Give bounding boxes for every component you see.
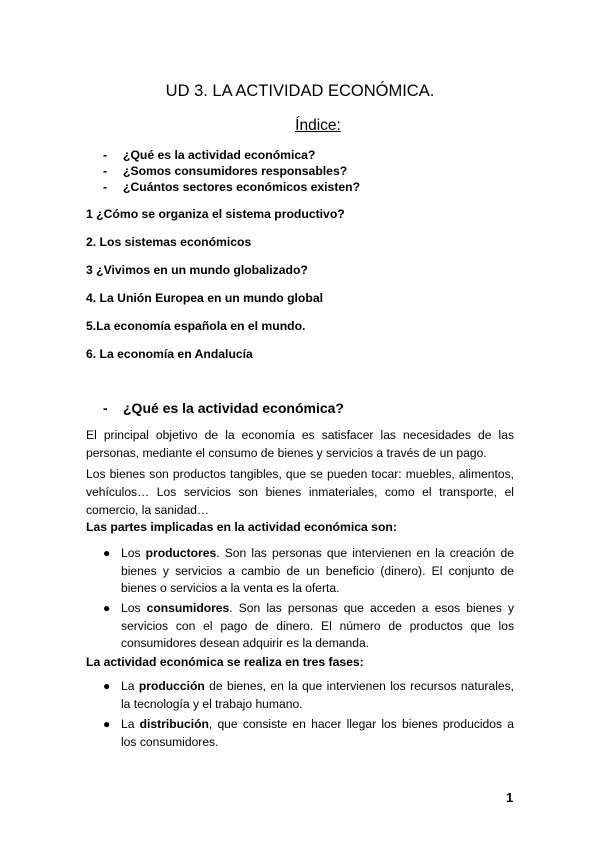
list-item-rest: , que consiste en hacer llegar los bienes producidos a los consumidores. xyxy=(121,717,514,749)
phases-heading: La actividad económica se realiza en tres fases: xyxy=(86,655,364,669)
dash-marker: - xyxy=(103,400,108,416)
list-item-term: productores xyxy=(145,546,217,560)
list-item-term: distribución xyxy=(139,717,209,731)
dash-marker: - xyxy=(103,148,108,162)
list-item xyxy=(103,716,514,751)
index-question-text: ¿Cuántos sectores económicos existen? xyxy=(123,180,361,194)
dash-marker: - xyxy=(103,164,108,178)
index-question xyxy=(103,180,360,194)
list-item-rest: . Son las personas que intervienen en la creación de bienes y servicios a cambio de un beneficio (dinero). El conjunto de bienes o servicios a la venta es la oferta. xyxy=(121,546,515,595)
index-item: 1 ¿Cómo se organiza el sistema productivo? xyxy=(86,207,345,221)
list-item-pre: La xyxy=(121,679,139,693)
paragraph: El principal objetivo de la economía es satisfacer las necesidades de las personas, mediante el consumo de bienes y servicios a través de un pago. xyxy=(86,428,514,460)
bullet-marker: ● xyxy=(103,546,111,560)
bullet-marker: ● xyxy=(103,679,111,693)
list-item xyxy=(103,600,514,653)
index-question xyxy=(103,148,315,162)
list-item-pre: La xyxy=(121,717,140,731)
index-item: 4. La Unión Europea en un mundo global xyxy=(86,291,323,305)
index-question-text: ¿Somos consumidores responsables? xyxy=(123,164,348,178)
paragraph: Los bienes son productos tangibles, que se pueden tocar: muebles, alimentos, vehículos… Los servicios son bienes inmateriales, como el transporte, el comercio, la sanidad… xyxy=(86,467,514,517)
section-heading xyxy=(103,400,344,416)
index-heading: Índice: xyxy=(295,117,341,134)
index-question-text: ¿Qué es la actividad económica? xyxy=(123,148,316,162)
list-item xyxy=(103,545,514,598)
list-item-pre: Los xyxy=(121,601,147,615)
bullet-marker: ● xyxy=(103,717,111,731)
list-item-term: consumidores xyxy=(146,601,230,615)
bullet-marker: ● xyxy=(103,601,111,615)
index-item: 2. Los sistemas económicos xyxy=(86,235,252,249)
index-item: 5.La economía española en el mundo. xyxy=(86,319,306,333)
page-number: 1 xyxy=(506,790,514,805)
index-item: 6. La economía en Andalucía xyxy=(86,347,253,361)
document-title: UD 3. LA ACTIVIDAD ECONÓMICA. xyxy=(165,82,435,100)
section-heading-text: ¿Qué es la actividad económica? xyxy=(123,400,344,416)
index-question xyxy=(103,164,347,178)
dash-marker: - xyxy=(103,180,108,194)
list-item-rest: de bienes, en la que intervienen los recursos naturales, la tecnología y el trabajo humano. xyxy=(121,679,515,711)
list-item-pre: Los xyxy=(121,546,146,560)
parts-heading: Las partes implicadas en la actividad económica son: xyxy=(86,520,397,534)
list-item-rest: . Son las personas que acceden a esos bienes y servicios con el pago de dinero. El número de productos que los consumidores desean adquirir es la demanda. xyxy=(121,601,515,650)
index-item: 3 ¿Vivimos en un mundo globalizado? xyxy=(86,263,308,277)
list-item xyxy=(103,678,514,713)
list-item-term: producción xyxy=(138,679,205,693)
